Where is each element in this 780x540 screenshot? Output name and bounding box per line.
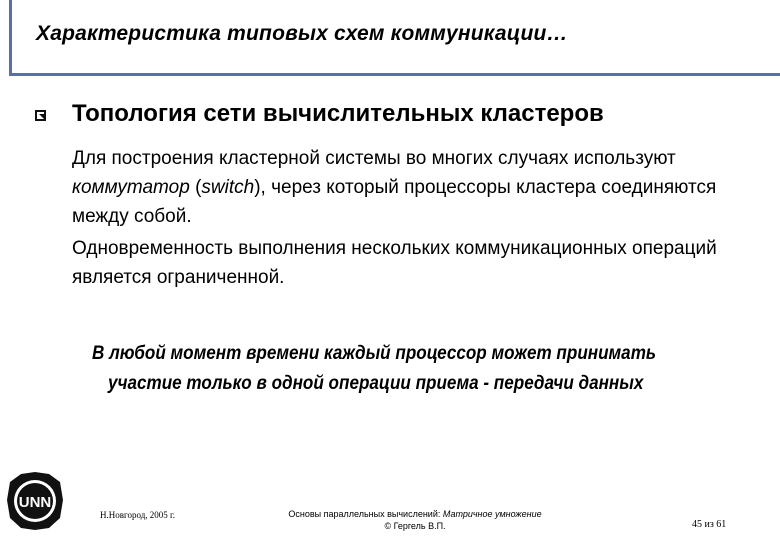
header-frame-left — [9, 0, 12, 76]
slide-title: Характеристика типовых схем коммуникации… — [36, 22, 568, 45]
emphasis-line-1: В любой момент времени каждый процессор может принимать — [92, 343, 657, 364]
unn-logo-icon — [5, 470, 65, 532]
header-frame-bottom — [9, 73, 780, 76]
section-heading: Топология сети вычислительных кластеров — [72, 100, 604, 127]
footer-course — [250, 508, 580, 532]
footer-location-date: Н.Новгород, 2005 г. — [100, 510, 175, 520]
paragraph-concurrency: Одновременность выполнения нескольких коммуникационных операций является ограниченной. — [72, 238, 717, 288]
paragraph-switch — [72, 144, 762, 231]
footer-author: © Гергель В.П. — [384, 521, 446, 531]
paragraph-text: ), через который процессоры кластера соединяются между собой. — [72, 177, 717, 227]
footer-course-prefix: Основы параллельных вычислений: — [288, 509, 443, 519]
paragraph-text: ( — [189, 177, 202, 198]
logo-text: UNN — [18, 494, 52, 511]
term-switch-ru: коммутатор — [72, 177, 190, 198]
checkbox-bullet-icon — [35, 110, 46, 121]
paragraph-text: Для построения кластерной системы во многих случаях используют — [72, 148, 676, 169]
emphasis-line-2: участие только в одной операции приема - передачи данных — [108, 373, 644, 394]
page-number: 45 из 61 — [692, 519, 727, 530]
footer-course-topic: Матричное умножение — [442, 509, 542, 519]
term-switch-en: switch — [201, 177, 255, 198]
